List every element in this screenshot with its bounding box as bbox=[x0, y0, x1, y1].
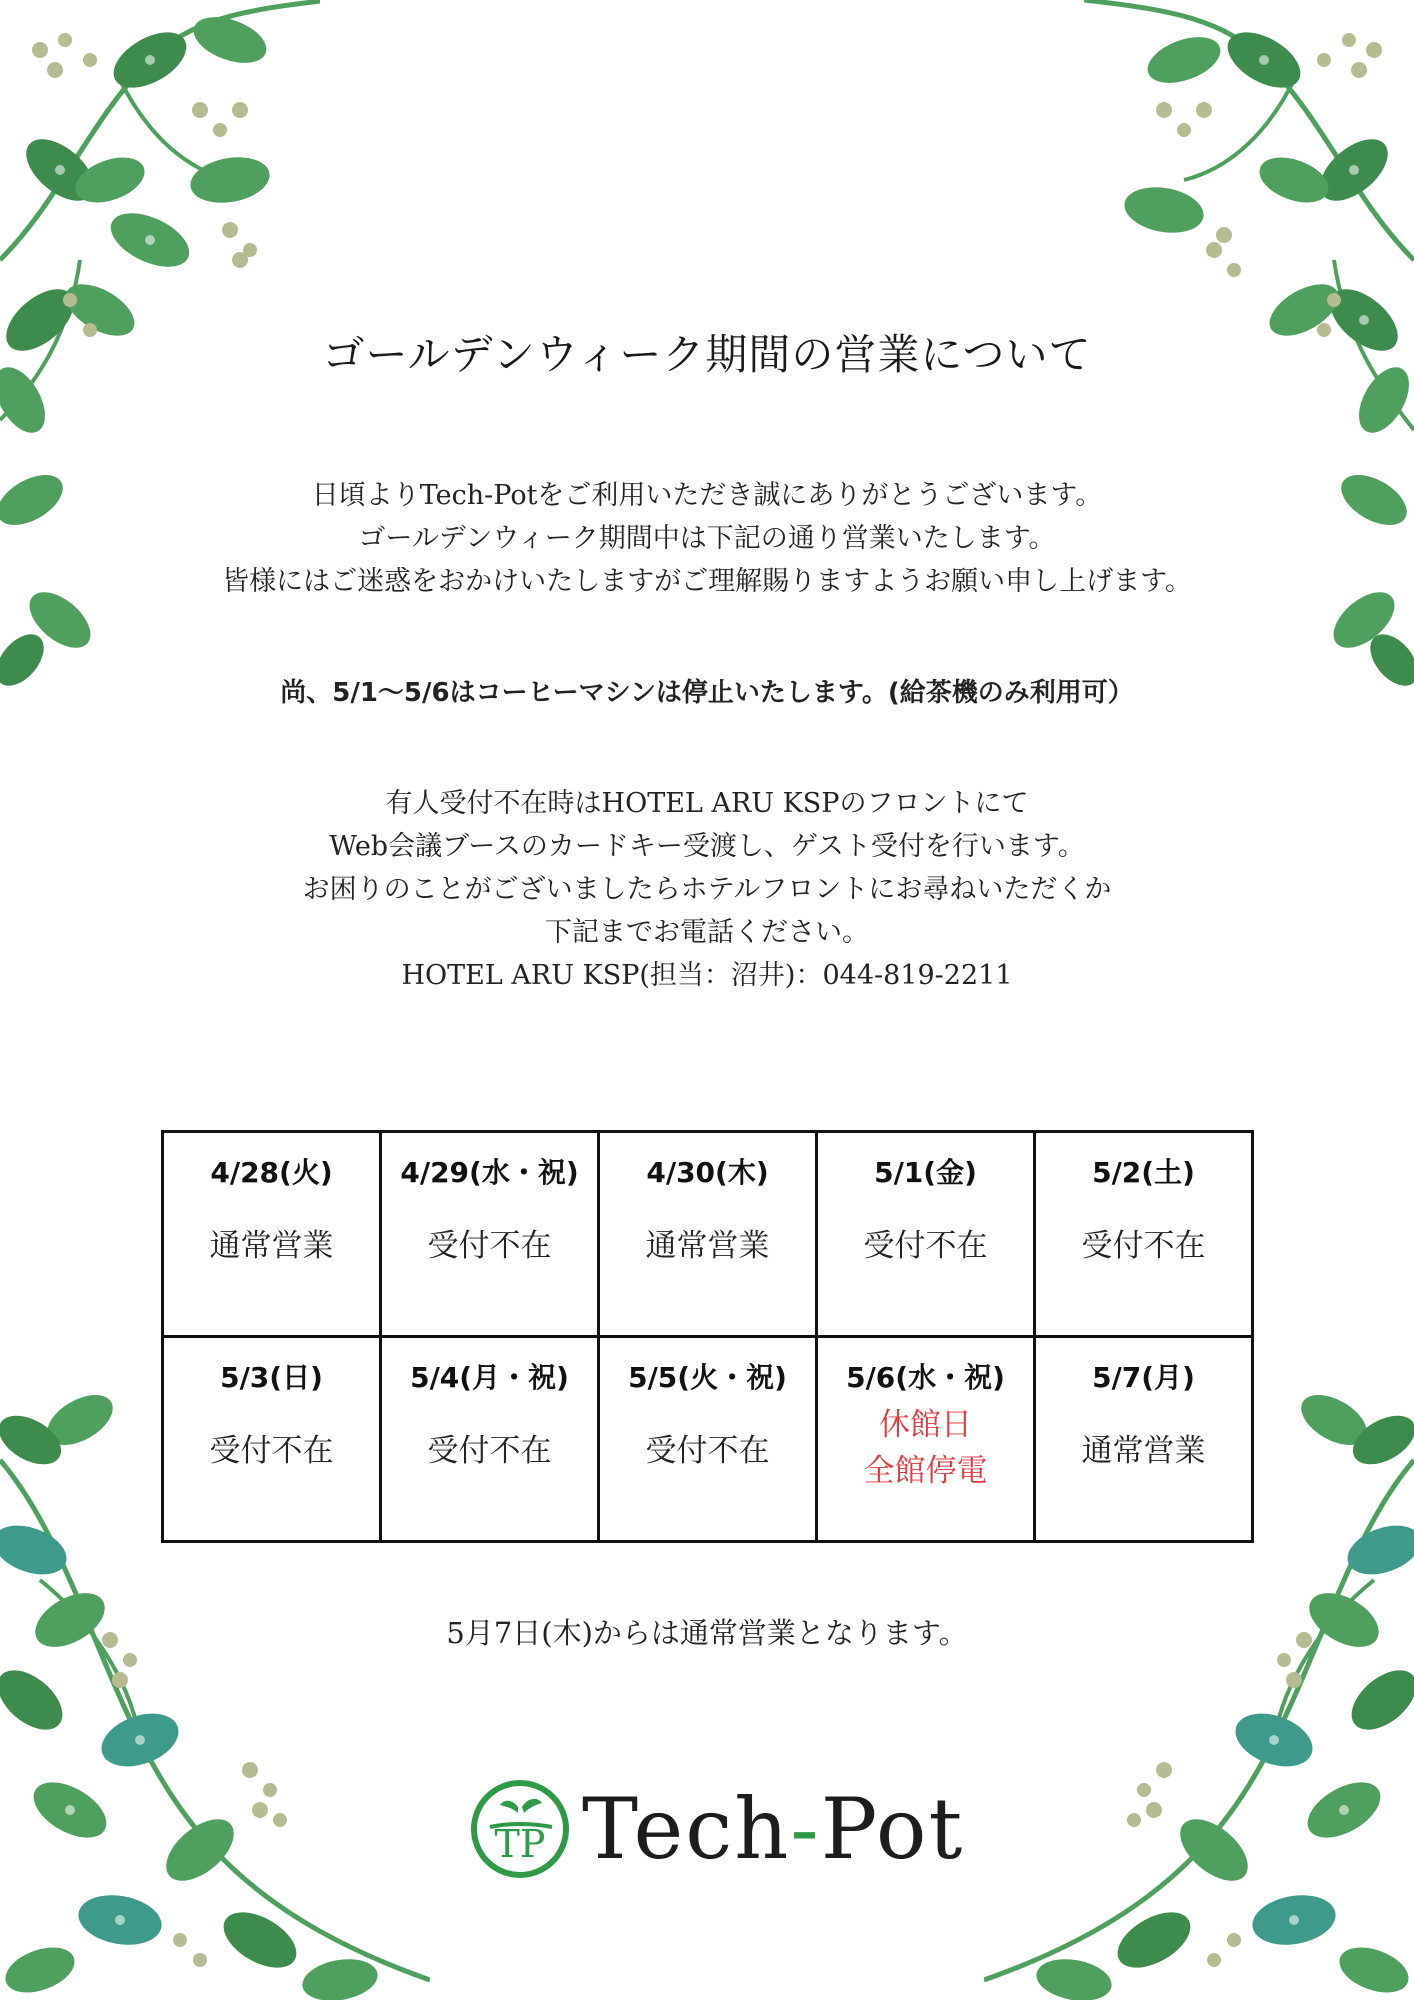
schedule-date: 5/6(水・祝) bbox=[846, 1361, 1005, 1394]
schedule-cell bbox=[817, 1132, 1035, 1337]
schedule-cell bbox=[163, 1337, 381, 1542]
schedule-cell bbox=[1035, 1132, 1253, 1337]
hotel-contact-line: HOTEL ARU KSP(担当：沼井)：044-819-2211 bbox=[401, 960, 1013, 991]
schedule-status: 受付不在 bbox=[209, 1433, 334, 1469]
schedule-status: 通常営業 bbox=[209, 1228, 334, 1264]
schedule-date: 5/4(月・祝) bbox=[410, 1361, 569, 1394]
schedule-status-closed bbox=[818, 1402, 1033, 1494]
schedule-date: 5/3(日) bbox=[220, 1361, 323, 1394]
greeting-line: 皆様にはご迷惑をおかけいたしますがご理解賜りますようお願い申し上げます。 bbox=[222, 566, 1192, 597]
schedule-cell bbox=[381, 1337, 599, 1542]
schedule-status: 受付不在 bbox=[645, 1433, 770, 1469]
greeting-line: ゴールデンウィーク期間中は下記の通り営業いたします。 bbox=[358, 523, 1056, 554]
schedule-cell bbox=[817, 1337, 1035, 1542]
holiday-schedule-table bbox=[161, 1130, 1254, 1543]
schedule-status: 受付不在 bbox=[863, 1228, 988, 1264]
schedule-date: 5/1(金) bbox=[874, 1156, 977, 1189]
schedule-cell bbox=[163, 1132, 381, 1337]
page-title: ゴールデンウィーク期間の営業について bbox=[322, 330, 1092, 379]
resume-notice: 5月7日(木)からは通常営業となります。 bbox=[446, 1616, 968, 1650]
schedule-row bbox=[163, 1132, 1253, 1337]
tech-pot-logo-mark-icon bbox=[468, 1777, 572, 1881]
front-info-line: Web会議ブースのカードキー受渡し、ゲスト受付を行います。 bbox=[329, 831, 1085, 862]
greeting-paragraph bbox=[0, 474, 1414, 603]
schedule-date: 5/2(土) bbox=[1092, 1156, 1195, 1189]
front-info-line: お困りのことがございましたらホテルフロントにお尋ねいただくか bbox=[302, 874, 1112, 905]
logo-wordmark bbox=[582, 1780, 964, 1878]
logo-text-tech: Tech bbox=[582, 1780, 791, 1878]
front-desk-info bbox=[0, 782, 1414, 997]
schedule-date: 5/5(火・祝) bbox=[628, 1361, 787, 1394]
schedule-status: 受付不在 bbox=[1081, 1228, 1206, 1264]
logo-text-pot: Pot bbox=[820, 1780, 965, 1878]
schedule-status: 受付不在 bbox=[427, 1433, 552, 1469]
schedule-cell bbox=[381, 1132, 599, 1337]
logo-text-dash: - bbox=[790, 1780, 821, 1878]
schedule-cell bbox=[1035, 1337, 1253, 1542]
tech-pot-logo bbox=[468, 1774, 964, 1884]
closed-label: 休館日 bbox=[879, 1407, 972, 1443]
schedule-cell bbox=[599, 1337, 817, 1542]
schedule-date: 4/29(水・祝) bbox=[400, 1156, 579, 1189]
schedule-date: 5/7(月) bbox=[1092, 1361, 1195, 1394]
greeting-line: 日頃よりTech-Potをご利用いただき誠にありがとうございます。 bbox=[311, 480, 1103, 511]
schedule-status: 通常営業 bbox=[645, 1228, 770, 1264]
schedule-date: 4/28(火) bbox=[210, 1156, 333, 1189]
front-info-line: 有人受付不在時はHOTEL ARU KSPのフロントにて bbox=[385, 788, 1029, 819]
front-info-line: 下記までお電話ください。 bbox=[545, 917, 869, 948]
schedule-cell bbox=[599, 1132, 817, 1337]
coffee-machine-notice: 尚、5/1〜5/6はコーヒーマシンは停止いたします。(給茶機のみ利用可） bbox=[280, 678, 1134, 708]
schedule-status: 通常営業 bbox=[1081, 1433, 1206, 1469]
schedule-status: 受付不在 bbox=[427, 1228, 552, 1264]
schedule-row bbox=[163, 1337, 1253, 1542]
schedule-date: 4/30(木) bbox=[646, 1156, 769, 1189]
logo-mark-letters: TP bbox=[494, 1822, 546, 1866]
power-outage-label: 全館停電 bbox=[863, 1453, 988, 1489]
